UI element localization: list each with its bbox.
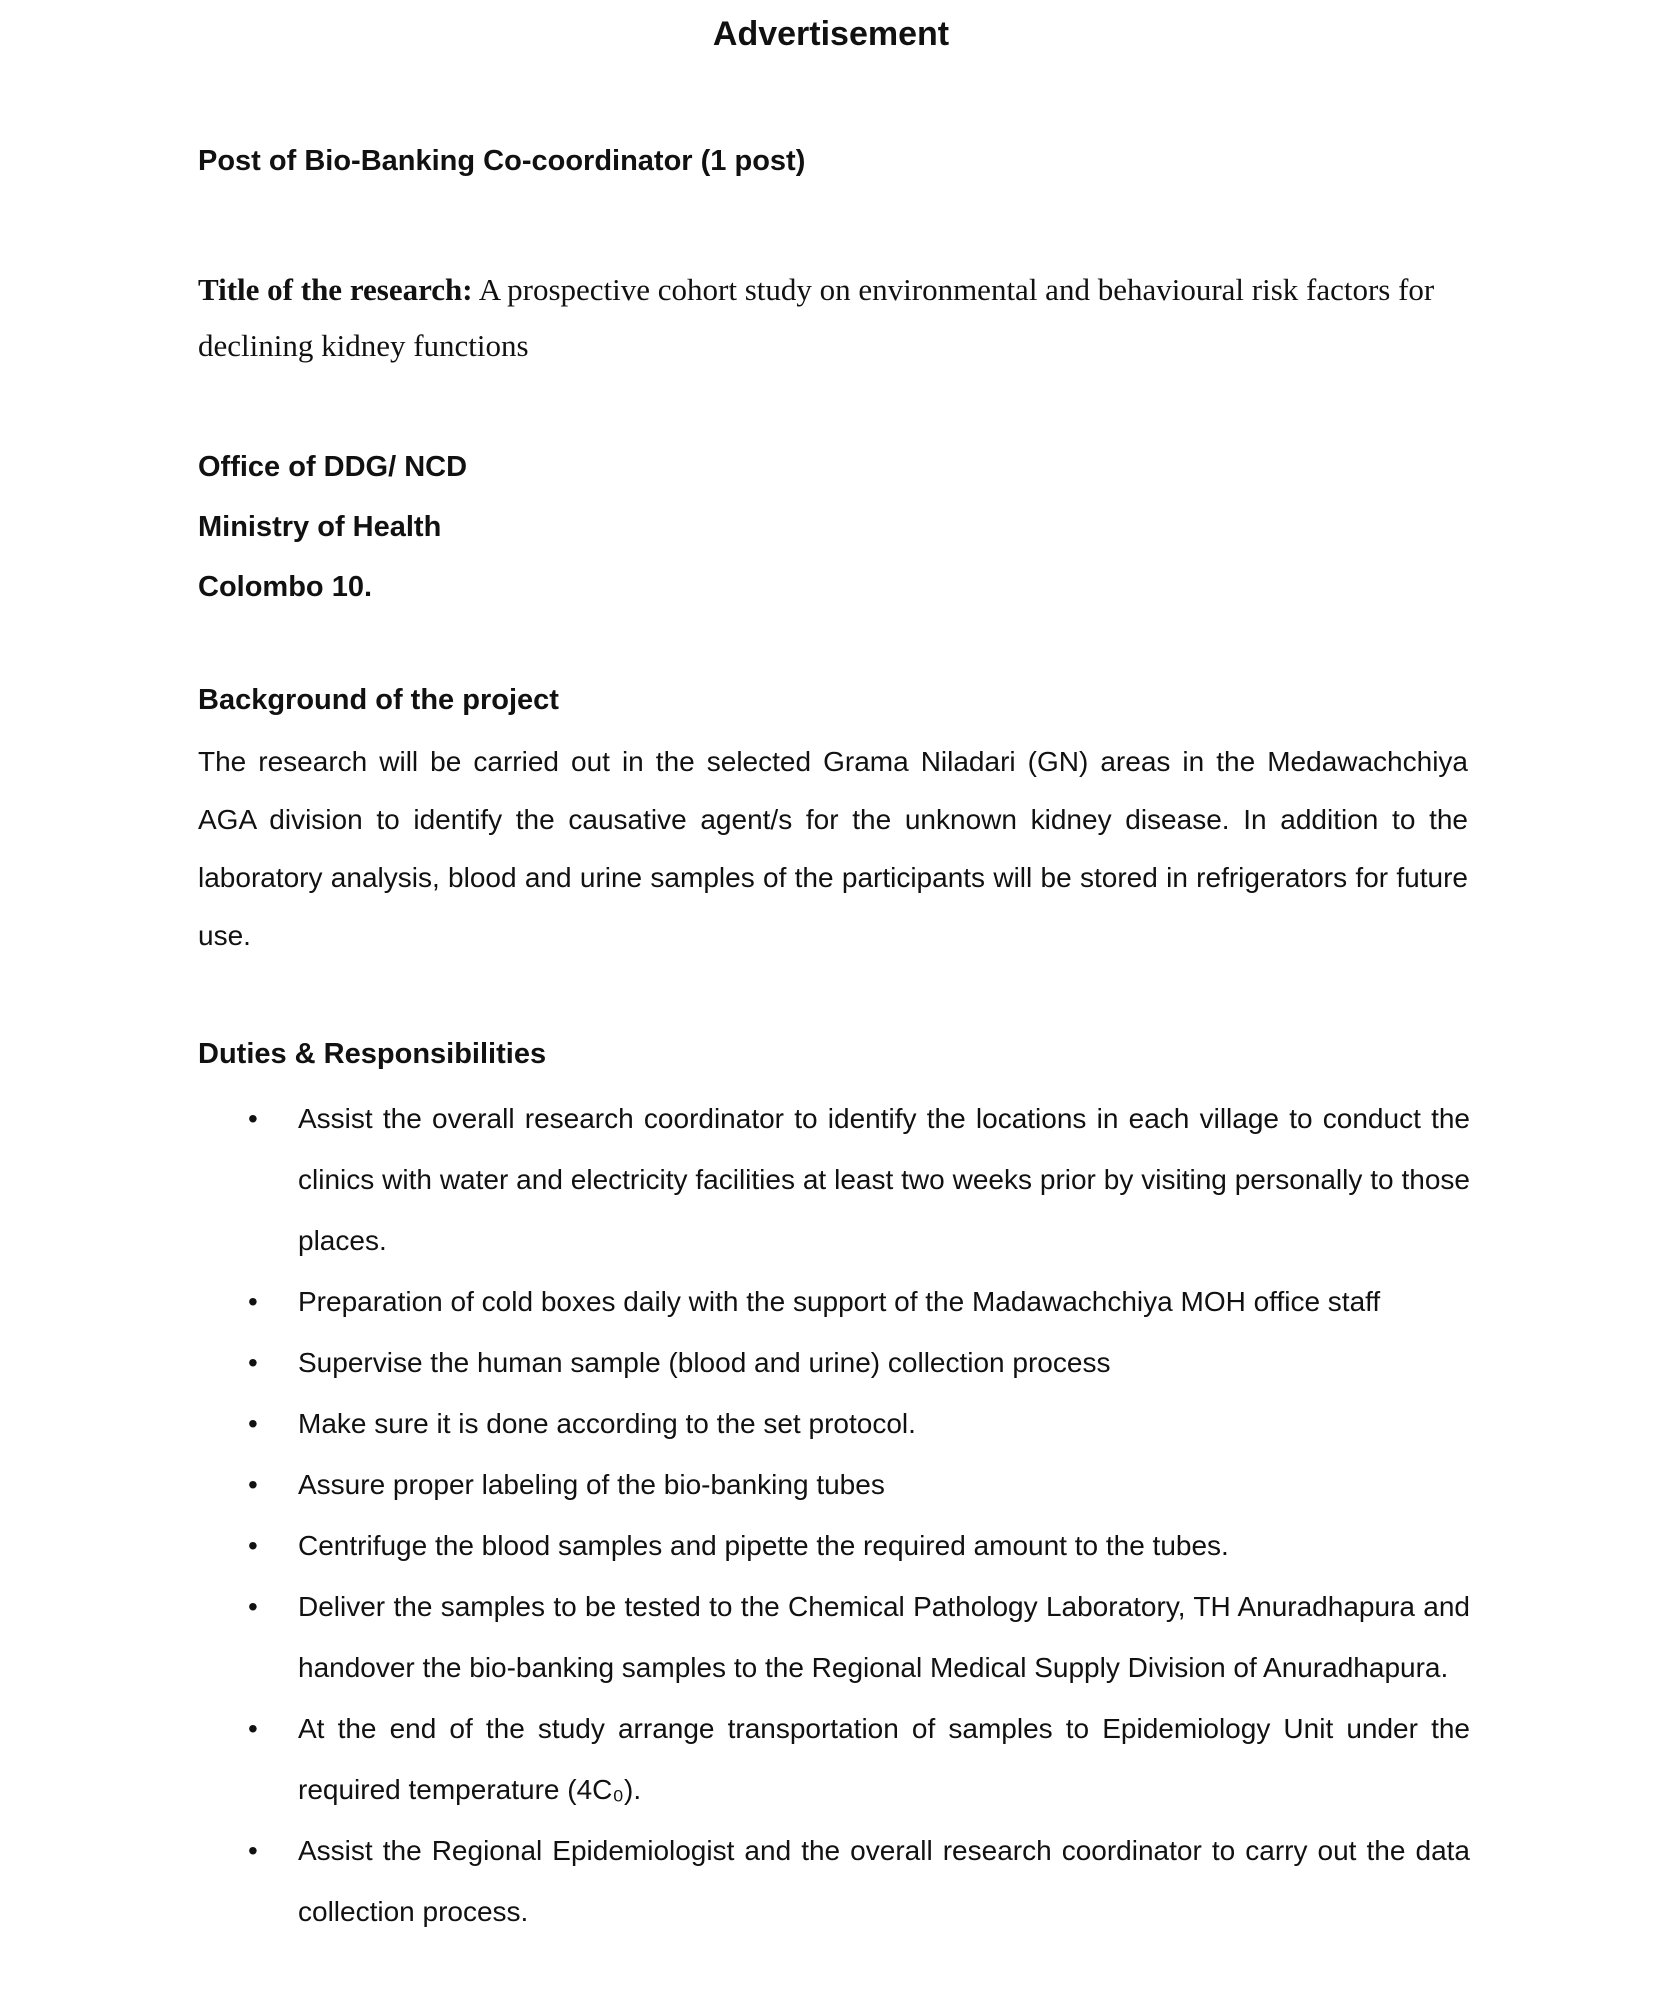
office-line-1: Office of DDG/ NCD: [198, 451, 468, 483]
bullet-icon: •: [248, 1835, 258, 1866]
duties-list: [198, 1088, 1470, 1942]
background-heading: Background of the project: [198, 684, 559, 716]
duty-item: [198, 1820, 1470, 1942]
duty-text: Assist the Regional Epidemiologist and the overall research coordinator to carry out the data collection process.: [298, 1835, 1470, 1927]
duty-text: Assist the overall research coordinator to identify the locations in each village to conduct the clinics with water and electricity facilities at least two weeks prior by visiting personally to those places.: [298, 1103, 1470, 1256]
office-line-2: Ministry of Health: [198, 511, 442, 543]
duty-item: [198, 1271, 1470, 1332]
duty-text: Make sure it is done according to the set protocol.: [298, 1408, 916, 1439]
duty-item: [198, 1454, 1470, 1515]
research-title-paragraph: [198, 262, 1468, 374]
duty-item: [198, 1332, 1470, 1393]
research-title-label: Title of the research:: [198, 272, 473, 307]
bullet-icon: •: [248, 1713, 258, 1744]
background-paragraph: The research will be carried out in the selected Grama Niladari (GN) areas in the Medawachchiya AGA division to identify the causative agent/s for the unknown kidney disease. In addition to the laboratory analysis, blood and urine samples of the participants will be stored in refrigerators for future use.: [198, 746, 1468, 951]
bullet-icon: •: [248, 1347, 258, 1378]
duty-text: Centrifuge the blood samples and pipette the required amount to the tubes.: [298, 1530, 1229, 1561]
bullet-icon: •: [248, 1408, 258, 1439]
office-address: [198, 437, 467, 617]
duty-text: Supervise the human sample (blood and urine) collection process: [298, 1347, 1111, 1378]
duty-text: Preparation of cold boxes daily with the support of the Madawachchiya MOH office staff: [298, 1286, 1381, 1317]
duty-text: Assure proper labeling of the bio-banking tubes: [298, 1469, 885, 1500]
duty-text: At the end of the study arrange transportation of samples to Epidemiology Unit under the required temperature (4C₀).: [298, 1713, 1470, 1805]
duties-heading: Duties & Responsibilities: [198, 1038, 547, 1070]
bullet-icon: •: [248, 1591, 258, 1622]
duty-text: Deliver the samples to be tested to the Chemical Pathology Laboratory, TH Anuradhapura and handover the bio-banking samples to the Regional Medical Supply Division of Anuradhapura.: [298, 1591, 1470, 1683]
duty-item: [198, 1698, 1470, 1820]
bullet-icon: •: [248, 1103, 258, 1134]
bullet-icon: •: [248, 1530, 258, 1561]
duty-item: [198, 1088, 1470, 1271]
post-title: Post of Bio-Banking Co-coordinator (1 post): [198, 145, 806, 177]
bullet-icon: •: [248, 1286, 258, 1317]
office-line-3: Colombo 10.: [198, 571, 373, 603]
duty-item: [198, 1393, 1470, 1454]
page-title: Advertisement: [712, 15, 950, 53]
duty-item: [198, 1515, 1470, 1576]
research-title-text: A prospective cohort study on environmental and behavioural risk factors for declining kidney functions: [198, 272, 1435, 363]
duty-item: [198, 1576, 1470, 1698]
bullet-icon: •: [248, 1469, 258, 1500]
